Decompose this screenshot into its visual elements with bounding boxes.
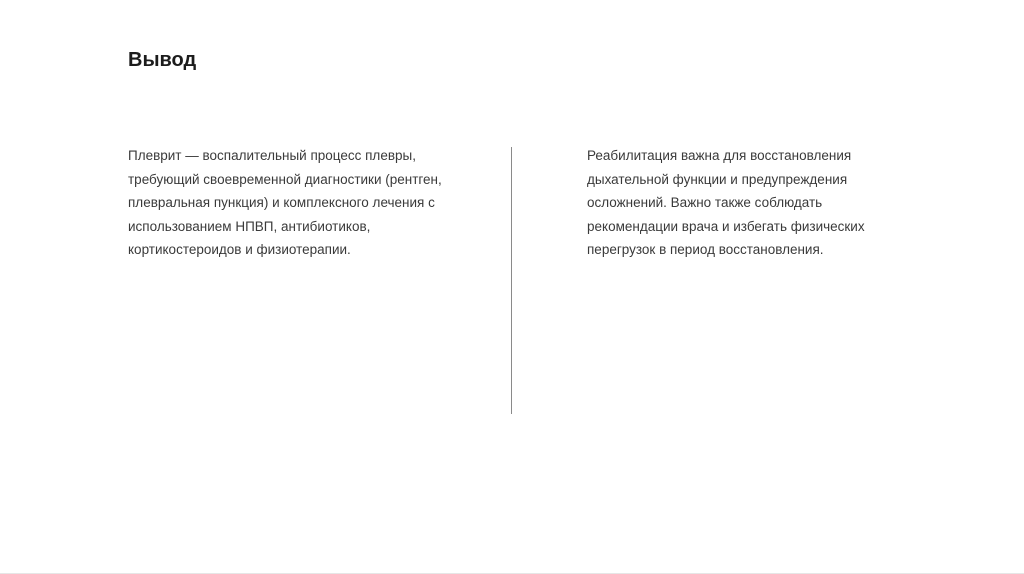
text-line: осложнений. Важно также соблюдать [587, 195, 823, 210]
text-line: требующий своевременной диагностики (рентген, [128, 171, 442, 187]
text-line: перегрузок в период восстановления. [587, 242, 824, 257]
left-text-column [128, 144, 488, 262]
slide-title: Вывод [128, 49, 197, 71]
text-line: дыхательной функции и предупреждения [587, 171, 848, 187]
text-line: рекомендации врача и избегать физических [587, 218, 865, 234]
text-line: Реабилитация важна для восстановления [587, 148, 852, 163]
text-line: кортикостероидов и физиотерапии. [128, 242, 351, 257]
column-divider [511, 147, 512, 414]
right-text-column [587, 144, 917, 262]
text-line: плевральная пункция) и комплексного лечения с [128, 195, 435, 210]
text-line: Плеврит — воспалительный процесс плевры, [128, 148, 416, 163]
text-line: использованием НПВП, антибиотиков, [128, 218, 371, 234]
